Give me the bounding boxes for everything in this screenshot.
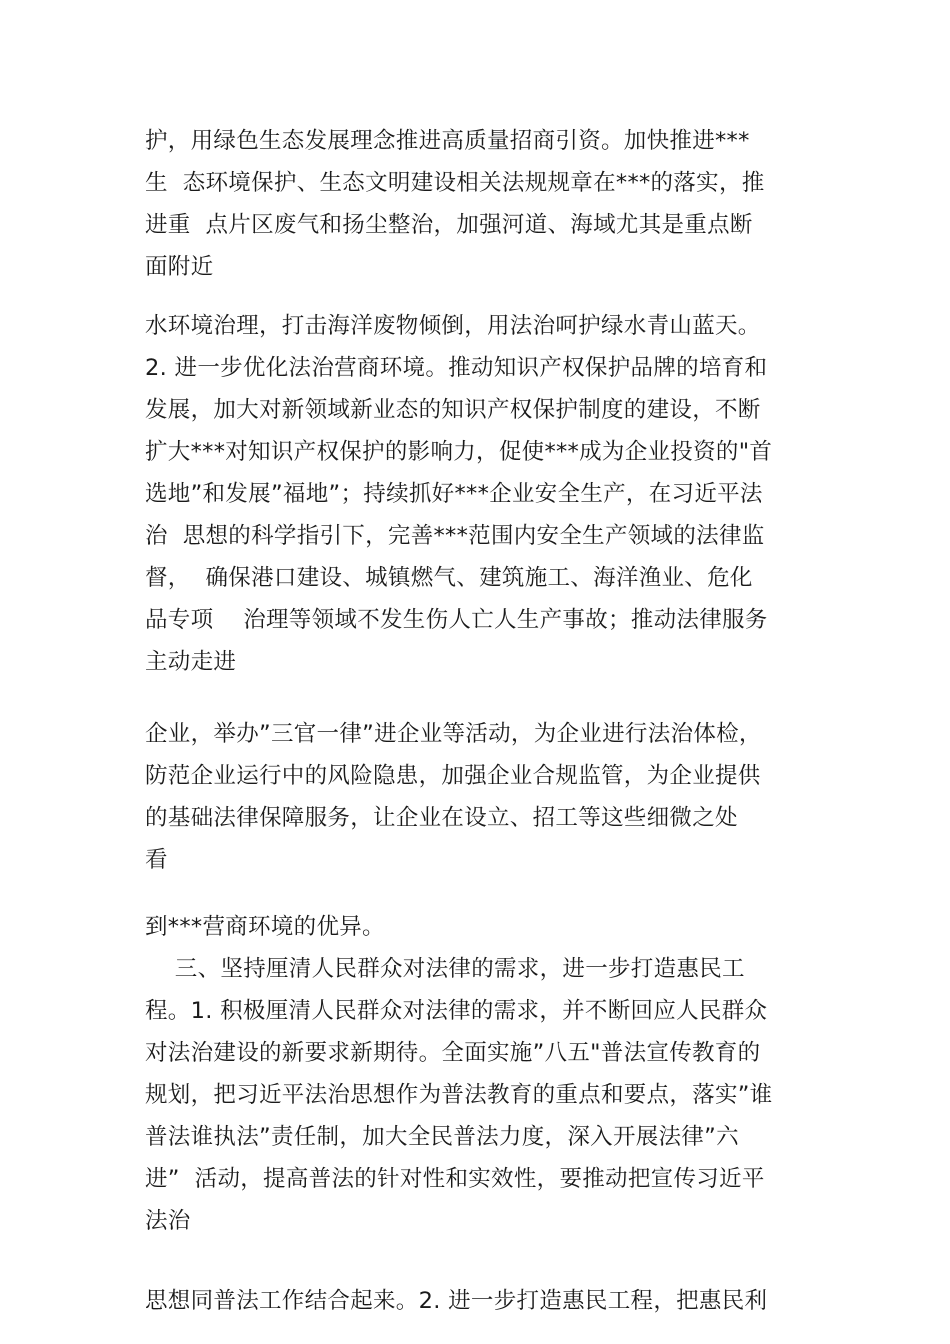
paragraph-5 <box>145 1280 835 1322</box>
text-line: 护，用绿色生态发展理念推进高质量招商引资。加快推进*** <box>145 128 750 154</box>
text-line: 生 态环境保护、生态文明建设相关法规规章在***的落实，推 <box>145 170 765 196</box>
text-line: 普法谁执法”责任制，加大全民普法力度，深入开展法律”六 <box>145 1124 739 1150</box>
text-line: 的基础法律保障服务，让企业在设立、招工等这些细微之处 <box>145 805 738 831</box>
text-line: 主动走进 <box>145 649 237 675</box>
paragraph-3 <box>145 713 835 881</box>
text-line: 2. 进一步优化法治营商环境。推动知识产权保护品牌的培育和 <box>145 355 768 381</box>
paragraph-2 <box>145 305 835 683</box>
text-line: 程。1. 积极厘清人民群众对法律的需求，并不断回应人民群众 <box>145 998 768 1024</box>
text-line: 对法治建设的新要求新期待。全面实施”八五"普法宣传教育的 <box>145 1040 761 1066</box>
text-line: 法治 <box>145 1208 191 1234</box>
text-line: 面附近 <box>145 254 214 280</box>
text-line: 防范企业运行中的风险隐患，加强企业合规监管，为企业提供 <box>145 763 761 789</box>
text-line: 进” 活动，提高普法的针对性和实效性，要推动把宣传习近平 <box>145 1166 765 1192</box>
text-line: 看 <box>145 847 168 873</box>
text-line: 扩大***对知识产权保护的影响力，促使***成为企业投资的"首 <box>145 439 773 465</box>
text-line: 企业，举办”三官一律”进企业等活动，为企业进行法治体检， <box>145 721 762 747</box>
text-line: 水环境治理，打击海洋废物倾倒，用法治呵护绿水青山蓝天。 <box>145 313 761 339</box>
text-line: 治 思想的科学指引下，完善***范围内安全生产领域的法律监 <box>145 523 765 549</box>
text-line: 思想同普法工作结合起来。2. 进一步打造惠民工程，把惠民利 <box>145 1288 768 1314</box>
text-line: 三、坚持厘清人民群众对法律的需求，进一步打造惠民工 <box>145 956 745 982</box>
text-line: 选地”和发展”福地”；持续抓好***企业安全生产，在习近平法 <box>145 481 763 507</box>
text-line: 规划，把习近平法治思想作为普法教育的重点和要点，落实”谁 <box>145 1082 773 1108</box>
text-line: 品专项 治理等领域不发生伤人亡人生产事故；推动法律服务 <box>145 607 768 633</box>
paragraph-4 <box>145 906 835 1242</box>
paragraph-1 <box>145 120 835 288</box>
text-line: 到***营商环境的优异。 <box>145 914 385 940</box>
text-line: 督， 确保港口建设、城镇燃气、建筑施工、海洋渔业、危化 <box>145 565 753 591</box>
text-line: 进重 点片区废气和扬尘整治，加强河道、海域尤其是重点断 <box>145 212 753 238</box>
text-line: 发展，加大对新领域新业态的知识产权保护制度的建设，不断 <box>145 397 761 423</box>
